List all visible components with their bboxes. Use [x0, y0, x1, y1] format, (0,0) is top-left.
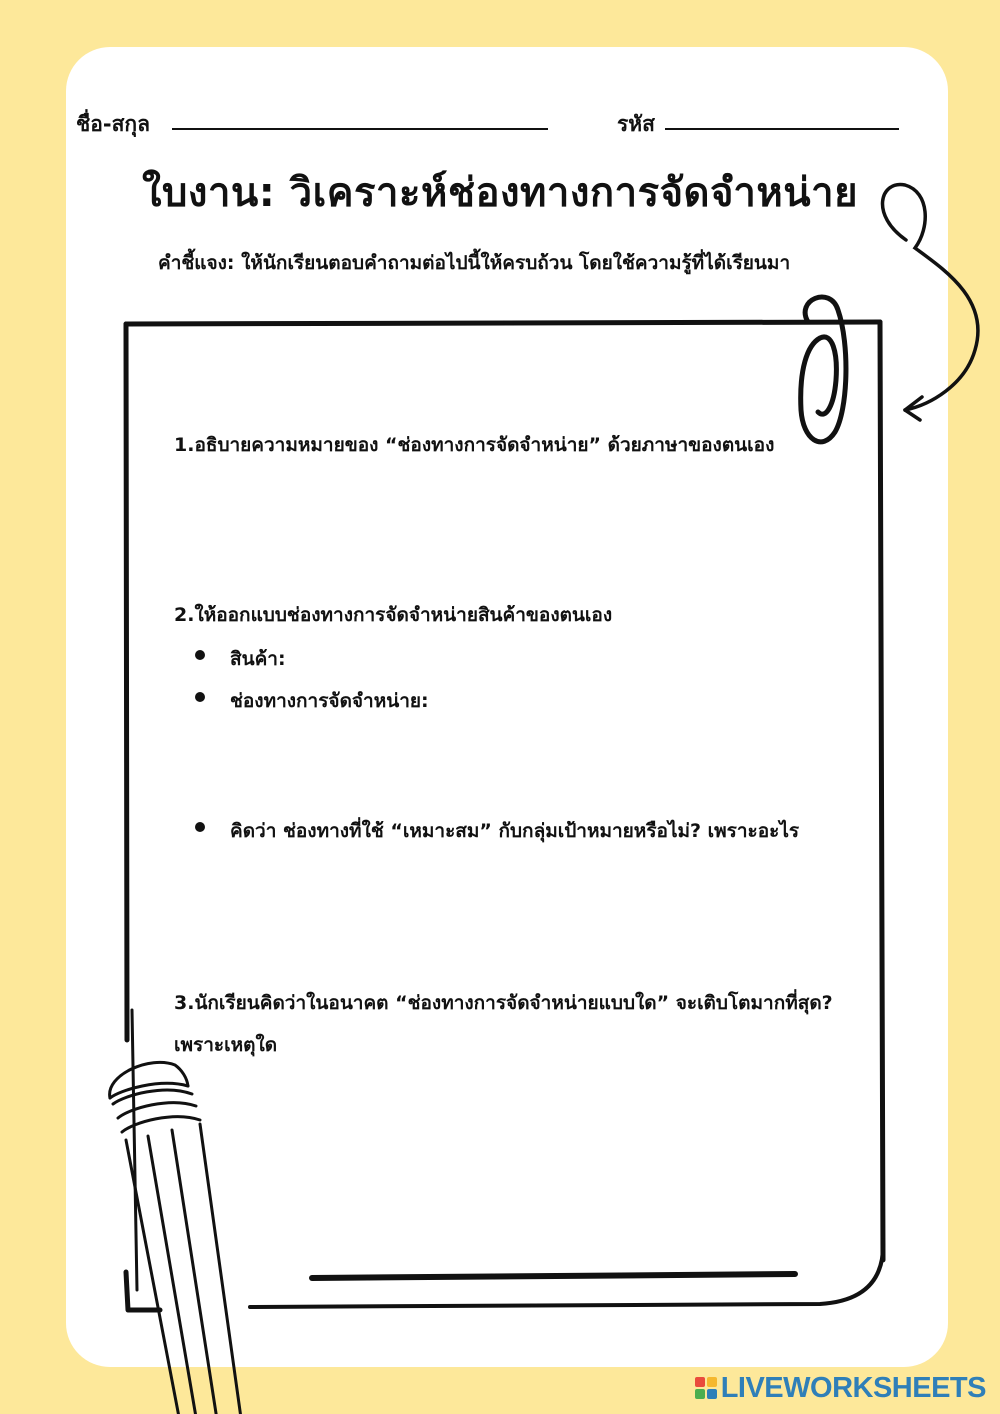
- id-label: รหัส: [617, 112, 655, 136]
- question-3-continued: เพราะเหตุใด: [174, 1034, 278, 1056]
- name-label: ชื่อ-สกุล: [76, 112, 150, 136]
- bullet-icon: [195, 650, 205, 660]
- liveworksheets-mark-icon: [695, 1377, 717, 1399]
- question-2: 2.ให้ออกแบบช่องทางการจัดจำหน่ายสินค้าของตนเอง: [174, 604, 613, 626]
- q2-item-suitability: คิดว่า ช่องทางที่ใช้ “เหมาะสม” กับกลุ่มเป้าหมายหรือไม่? เพราะอะไร: [230, 820, 800, 842]
- instructions-text: คำชี้แจง: ให้นักเรียนตอบคำถามต่อไปนี้ให้ครบถ้วน โดยใช้ความรู้ที่ได้เรียนมา: [158, 252, 791, 274]
- paperclip-icon: [801, 297, 846, 442]
- q2-item-channel: ช่องทางการจัดจำหน่าย:: [230, 690, 429, 712]
- q2-item-product: สินค้า:: [230, 648, 286, 670]
- liveworksheets-logo: [695, 1372, 986, 1404]
- question-1: 1.อธิบายความหมายของ “ช่องทางการจัดจำหน่าย” ด้วยภาษาของตนเอง: [174, 434, 775, 456]
- curved-arrow-icon: [883, 185, 978, 420]
- bullet-icon: [195, 822, 205, 832]
- question-3: 3.นักเรียนคิดว่าในอนาคต “ช่องทางการจัดจำหน่ายแบบใด” จะเติบโตมากที่สุด?: [174, 992, 833, 1014]
- brand-name: LIVEWORKSHEETS: [720, 1371, 986, 1404]
- page-title: ใบงาน: วิเคราะห์ช่องทางการจัดจำหน่าย: [141, 170, 858, 216]
- pencil-icon: [110, 1062, 258, 1414]
- bullet-icon: [195, 692, 205, 702]
